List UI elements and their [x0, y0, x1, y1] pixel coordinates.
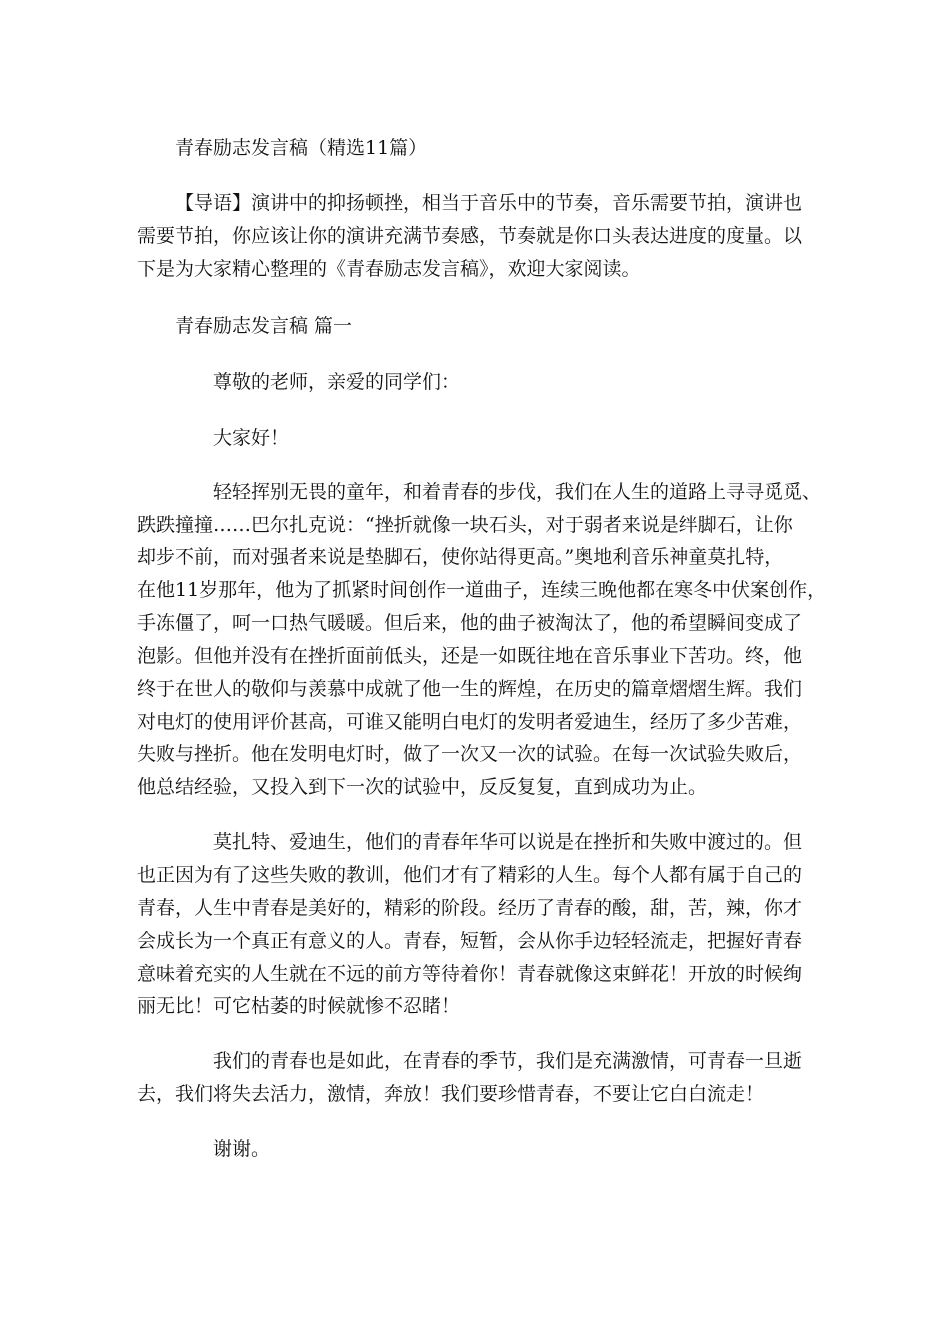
paragraph-line: 失败与挫折。他在发明电灯时，做了一次又一次的试验。在每一次试验失败后，: [137, 743, 803, 765]
paragraph-line: 也正因为有了这些失败的教训，他们才有了精彩的人生。每个人都有属于自己的: [137, 864, 803, 886]
paragraph-line: 意味着充实的人生就在不远的前方等待着你！青春就像这束鲜花！开放的时候绚: [137, 963, 803, 985]
paragraph-line: 手冻僵了，呵一口热气暖暖。但后来，他的曲子被淘汰了，他的希望瞬间变成了: [137, 612, 803, 634]
intro-line: 下是为大家精心整理的《青春励志发言稿》，欢迎大家阅读。: [137, 258, 641, 280]
closing: 谢谢。: [213, 1138, 271, 1160]
paragraph-line: 我们的青春也是如此，在青春的季节，我们是充满激情，可青春一旦逝: [213, 1050, 803, 1072]
paragraph-line: 丽无比！可它枯萎的时候就惨不忍睹！: [137, 995, 461, 1017]
document-title: 青春励志发言稿（精选11篇）: [175, 137, 428, 159]
paragraph-line: 却步不前，而对强者来说是垫脚石，使你站得更高。”奥地利音乐神童莫扎特，: [137, 546, 784, 568]
paragraph-line: 青春，人生中青春是美好的，精彩的阶段。经历了青春的酸，甜，苦，辣，你才: [137, 897, 803, 919]
greeting: 大家好！: [213, 427, 290, 449]
section-heading: 青春励志发言稿 篇一: [175, 315, 353, 337]
paragraph-line: 去，我们将失去活力，激情，奔放！我们要珍惜青春，不要让它白白流走！: [137, 1083, 765, 1105]
salutation: 尊敬的老师，亲爱的同学们：: [213, 371, 461, 393]
paragraph-line: 莫扎特、爱迪生，他们的青春年华可以说是在挫折和失败中渡过的。但: [213, 831, 803, 853]
paragraph-line: 在他11岁那年，他为了抓紧时间创作一道曲子，连续三晚他都在寒冬中伏案创作，: [137, 579, 827, 601]
paragraph-line: 他总结经验，又投入到下一次的试验中，反反复复，直到成功为止。: [137, 776, 708, 798]
intro-line: 【导语】演讲中的抑扬顿挫，相当于音乐中的节奏，音乐需要节拍，演讲也: [175, 192, 803, 214]
paragraph-line: 会成长为一个真正有意义的人。青春，短暂，会从你手边轻轻流走，把握好青春: [137, 930, 803, 952]
paragraph-line: 跌跌撞撞……巴尔扎克说：“挫折就像一块石头，对于弱者来说是绊脚石，让你: [137, 514, 793, 536]
paragraph-line: 终于在世人的敬仰与羡慕中成就了他一生的辉煌，在历史的篇章熠熠生辉。我们: [137, 678, 803, 700]
intro-line: 需要节拍，你应该让你的演讲充满节奏感，节奏就是你口头表达进度的度量。以: [137, 225, 803, 247]
paragraph-line: 轻轻挥别无畏的童年，和着青春的步伐，我们在人生的道路上寻寻觅觅、: [213, 481, 822, 503]
paragraph-line: 对电灯的使用评价甚高，可谁又能明白电灯的发明者爱迪生，经历了多少苦难，: [137, 711, 803, 733]
paragraph-line: 泡影。但他并没有在挫折面前低头，还是一如既往地在音乐事业下苦功。终，他: [137, 645, 803, 667]
